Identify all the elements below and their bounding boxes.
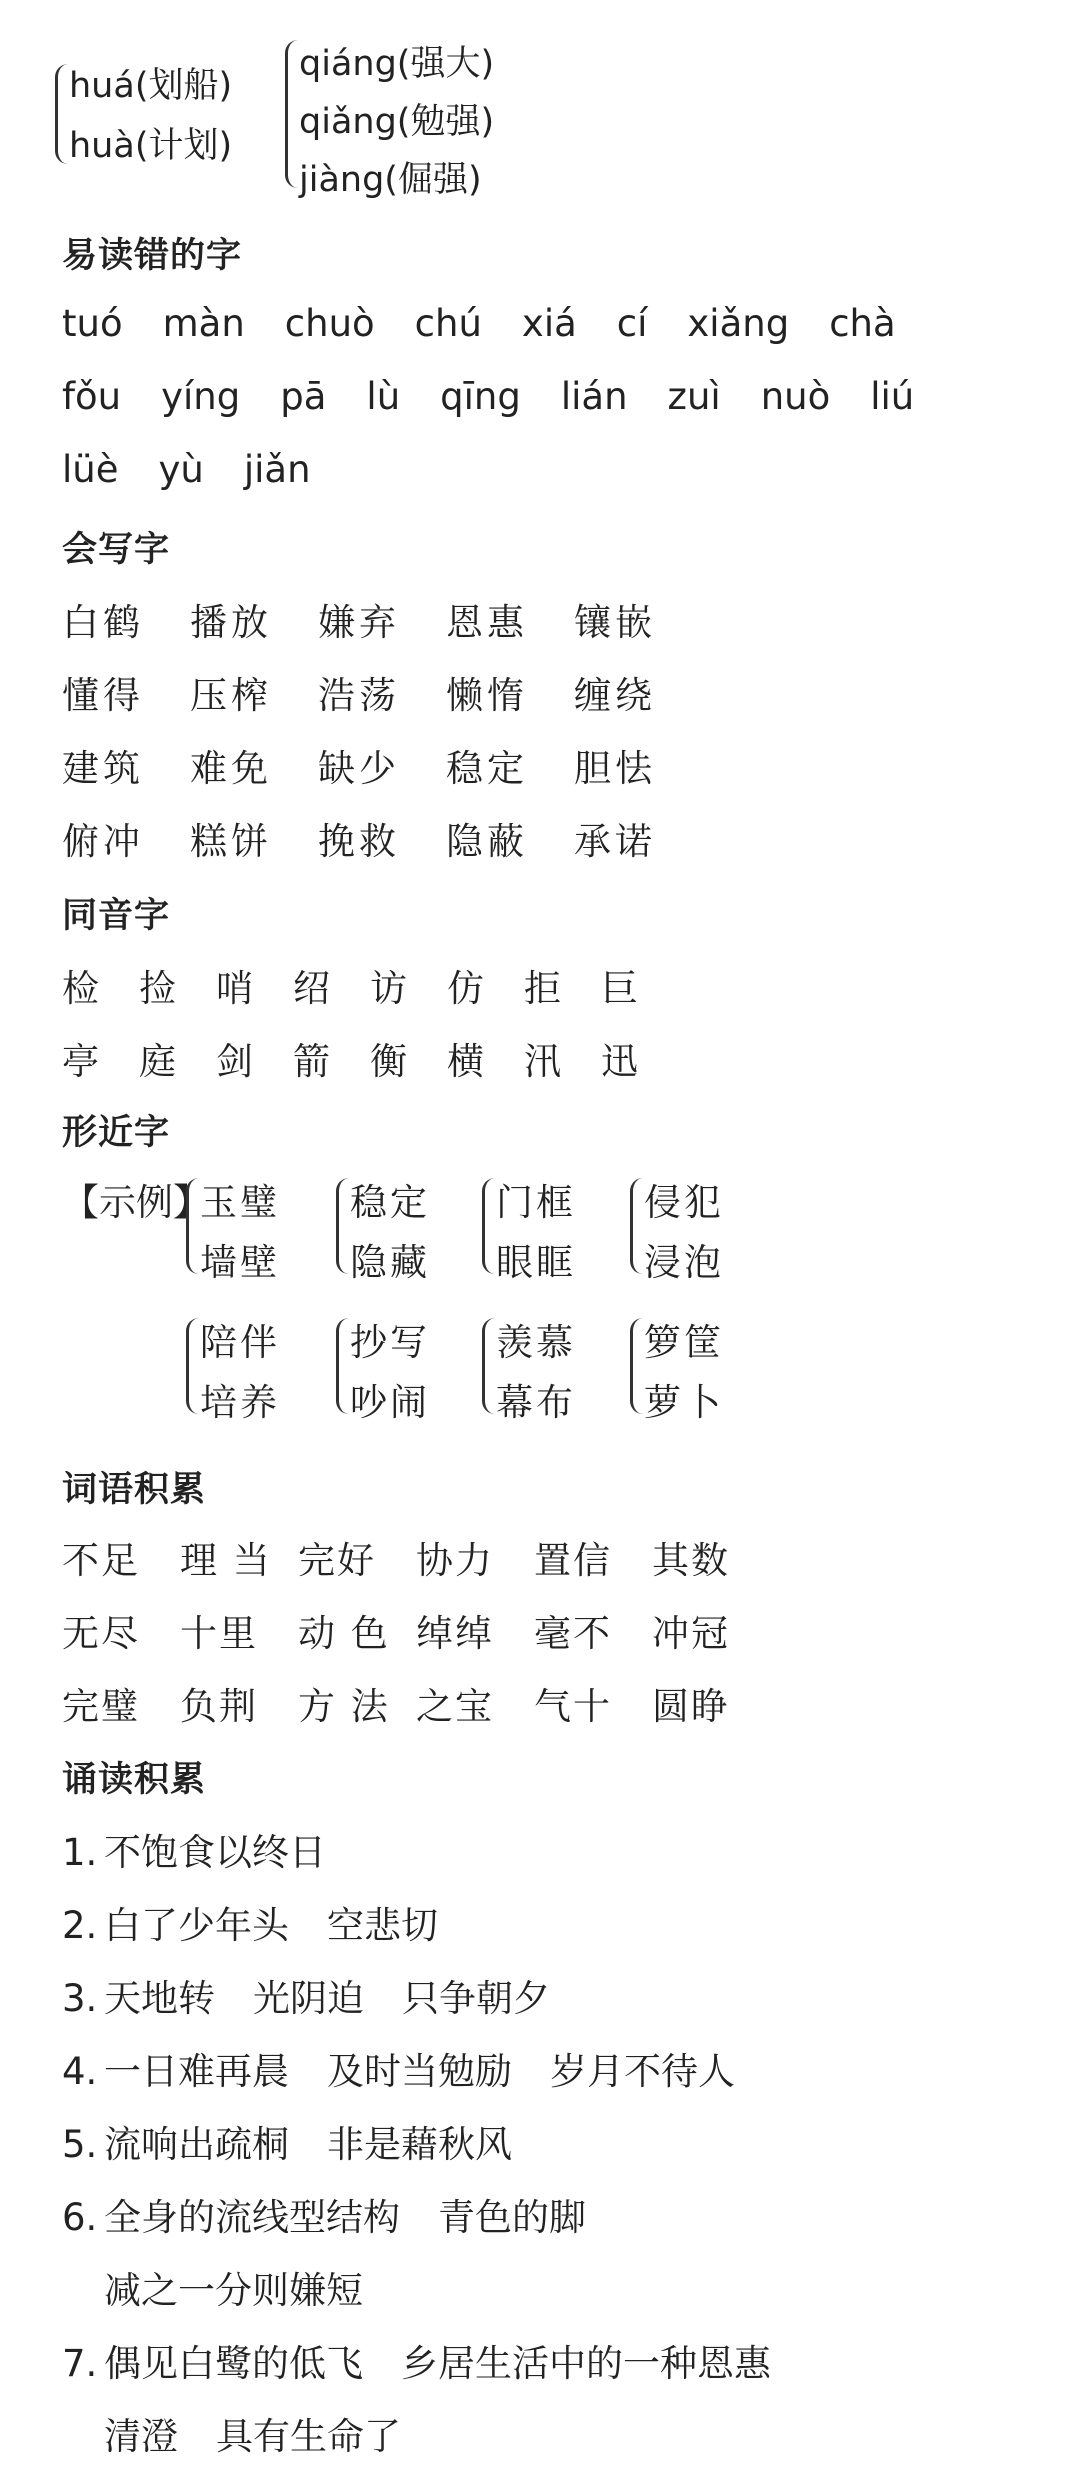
char-item: 亭 xyxy=(62,1040,99,1083)
idiom-item: 完好 xyxy=(298,1539,376,1582)
pair-word: 眼眶 xyxy=(496,1241,576,1284)
word-item: 糕饼 xyxy=(190,820,272,863)
pinyin-item: chà xyxy=(829,302,896,345)
pair-word: 隐藏 xyxy=(350,1241,430,1284)
recite-number: 1. xyxy=(62,1831,98,1874)
word-row xyxy=(62,811,702,865)
recite-text: 全身的流线型结构 xyxy=(104,2196,400,2239)
pair-word: 幕布 xyxy=(496,1381,576,1424)
recite-item xyxy=(62,1968,588,2022)
word-item: 缺少 xyxy=(318,747,400,790)
char-row xyxy=(62,958,678,1012)
recite-text: 青色的脚 xyxy=(438,2196,586,2239)
recite-text: 流响出疏桐 xyxy=(104,2123,289,2166)
pinyin-item: zuì xyxy=(667,375,721,418)
polyphone-line: huà(计划) xyxy=(69,126,233,166)
brace-icon xyxy=(482,1318,495,1414)
recite-text: 减之一分则嫌短 xyxy=(104,2269,363,2312)
idiom-item: 绰绰 xyxy=(416,1612,494,1655)
idiom-item: 方 法 xyxy=(298,1685,390,1728)
word-item: 俯冲 xyxy=(62,820,144,863)
pinyin-item: lù xyxy=(366,375,401,418)
char-item: 拒 xyxy=(524,967,561,1010)
char-item: 剑 xyxy=(216,1040,253,1083)
idiom-item: 完璧 xyxy=(62,1685,140,1728)
recite-text: 非是藉秋风 xyxy=(327,2123,512,2166)
pinyin-item: nuò xyxy=(760,375,831,418)
char-item: 巨 xyxy=(601,967,638,1010)
recite-text: 偶见白鹭的低飞 xyxy=(104,2342,363,2385)
word-item: 镶嵌 xyxy=(574,601,656,644)
pinyin-row xyxy=(62,375,954,418)
idiom-item: 毫不 xyxy=(534,1612,612,1655)
word-item: 恩惠 xyxy=(446,601,528,644)
word-item: 白鹤 xyxy=(62,601,144,644)
brace-icon xyxy=(186,1318,199,1414)
recite-number: 3. xyxy=(62,1977,98,2020)
idiom-item: 其数 xyxy=(652,1539,730,1582)
idiom-row xyxy=(62,1603,770,1657)
recite-text: 及时当勉励 xyxy=(327,2050,512,2093)
char-item: 衡 xyxy=(370,1040,407,1083)
char-item: 庭 xyxy=(139,1040,176,1083)
pair-word: 稳定 xyxy=(350,1181,430,1224)
pinyin-item: màn xyxy=(162,302,245,345)
brace-icon xyxy=(482,1178,495,1274)
word-item: 播放 xyxy=(190,601,272,644)
brace-icon xyxy=(285,40,298,188)
pinyin-item: yíng xyxy=(161,375,241,418)
pinyin-item: xiǎng xyxy=(687,302,790,345)
pair-word: 抄写 xyxy=(350,1321,430,1364)
section-title-songdu: 诵读积累 xyxy=(62,1760,207,1800)
polyphone-line: huá(划船) xyxy=(69,66,233,106)
recite-number: 6. xyxy=(62,2196,98,2239)
char-item: 横 xyxy=(447,1040,484,1083)
pinyin-item: liú xyxy=(870,375,915,418)
polyphone-line: qiǎng(勉强) xyxy=(299,102,495,142)
pinyin-row xyxy=(62,302,936,345)
word-row xyxy=(62,665,702,719)
brace-icon xyxy=(186,1178,199,1274)
recite-item xyxy=(62,2333,809,2387)
word-row xyxy=(62,592,702,646)
pair-word: 萝卜 xyxy=(644,1381,724,1424)
polyphone-line: qiáng(强大) xyxy=(299,44,495,84)
idiom-row xyxy=(62,1676,770,1730)
word-item: 承诺 xyxy=(574,820,656,863)
word-item: 缠绕 xyxy=(574,674,656,717)
word-row xyxy=(62,738,702,792)
word-item: 难免 xyxy=(190,747,272,790)
recite-item xyxy=(62,2041,773,2095)
idiom-item: 冲冠 xyxy=(652,1612,730,1655)
idiom-item: 置信 xyxy=(534,1539,612,1582)
recite-text: 只争朝夕 xyxy=(402,1977,550,2020)
recite-text: 具有生命了 xyxy=(216,2415,401,2458)
word-item: 稳定 xyxy=(446,747,528,790)
word-item: 隐蔽 xyxy=(446,820,528,863)
char-item: 访 xyxy=(370,967,407,1010)
pinyin-item: qīng xyxy=(440,375,521,418)
recite-text: 白了少年头 xyxy=(104,1904,289,1947)
section-title-huixie: 会写字 xyxy=(62,530,171,570)
idiom-item: 圆睁 xyxy=(652,1685,730,1728)
char-item: 箭 xyxy=(293,1040,330,1083)
recite-text: 一日难再晨 xyxy=(104,2050,289,2093)
pair-word: 玉璧 xyxy=(200,1181,280,1224)
word-item: 懂得 xyxy=(62,674,144,717)
pair-word: 浸泡 xyxy=(644,1241,724,1284)
polyphone-line: jiàng(倔强) xyxy=(299,160,482,200)
brace-icon xyxy=(630,1318,643,1414)
section-title-yidu: 易读错的字 xyxy=(62,236,243,276)
brace-icon xyxy=(55,64,68,164)
pinyin-item: lián xyxy=(560,375,628,418)
pinyin-item: lüè xyxy=(62,448,119,491)
recite-text: 空悲切 xyxy=(327,1904,438,1947)
recite-item xyxy=(62,2187,624,2241)
section-title-tongyin: 同音字 xyxy=(62,896,171,936)
idiom-item: 气十 xyxy=(534,1685,612,1728)
recite-text: 不饱食以终日 xyxy=(104,1831,326,1874)
idiom-item: 动 色 xyxy=(298,1612,390,1655)
pinyin-row xyxy=(62,448,351,491)
char-item: 仿 xyxy=(447,967,484,1010)
recite-item xyxy=(62,1895,476,1949)
recite-number: 4. xyxy=(62,2050,98,2093)
word-item: 压榨 xyxy=(190,674,272,717)
char-item: 捡 xyxy=(139,967,176,1010)
char-item: 检 xyxy=(62,967,99,1010)
pinyin-item: yù xyxy=(158,448,204,491)
recite-text: 清澄 xyxy=(104,2415,178,2458)
word-item: 建筑 xyxy=(62,747,144,790)
pinyin-item: jiǎn xyxy=(243,448,311,491)
pair-word: 侵犯 xyxy=(644,1181,724,1224)
pair-word: 陪伴 xyxy=(200,1321,280,1364)
pair-word: 吵闹 xyxy=(350,1381,430,1424)
word-item: 胆怯 xyxy=(574,747,656,790)
pinyin-item: xiá xyxy=(521,302,577,345)
pair-word: 羡慕 xyxy=(496,1321,576,1364)
recite-item xyxy=(62,2260,401,2314)
idiom-item: 之宝 xyxy=(416,1685,494,1728)
pair-word: 门框 xyxy=(496,1181,576,1224)
pinyin-item: chuò xyxy=(284,302,375,345)
brace-icon xyxy=(336,1178,349,1274)
brace-icon xyxy=(336,1318,349,1414)
char-item: 绍 xyxy=(293,967,330,1010)
recite-text: 光阴迫 xyxy=(253,1977,364,2020)
recite-text: 岁月不待人 xyxy=(550,2050,735,2093)
section-title-ciyu: 词语积累 xyxy=(62,1470,207,1510)
recite-item xyxy=(62,1822,364,1876)
word-item: 嫌弃 xyxy=(318,601,400,644)
char-item: 哨 xyxy=(216,967,253,1010)
idiom-row xyxy=(62,1530,770,1584)
recite-item xyxy=(62,2406,439,2460)
recite-text: 乡居生活中的一种恩惠 xyxy=(401,2342,771,2385)
pinyin-item: fǒu xyxy=(62,375,122,418)
example-label: 【示例】 xyxy=(62,1181,210,1224)
recite-text: 天地转 xyxy=(104,1977,215,2020)
pinyin-item: pā xyxy=(280,375,327,418)
word-item: 挽救 xyxy=(318,820,400,863)
char-row xyxy=(62,1031,678,1085)
idiom-item: 无尽 xyxy=(62,1612,140,1655)
pinyin-item: tuó xyxy=(62,302,123,345)
recite-number: 2. xyxy=(62,1904,98,1947)
char-item: 汛 xyxy=(524,1040,561,1083)
idiom-item: 十里 xyxy=(180,1612,258,1655)
word-item: 浩荡 xyxy=(318,674,400,717)
pair-word: 培养 xyxy=(200,1381,280,1424)
brace-icon xyxy=(630,1178,643,1274)
pair-word: 箩筐 xyxy=(644,1321,724,1364)
idiom-item: 协力 xyxy=(416,1539,494,1582)
recite-number: 7. xyxy=(62,2342,98,2385)
word-item: 懒惰 xyxy=(446,674,528,717)
idiom-item: 负荆 xyxy=(180,1685,258,1728)
recite-number: 5. xyxy=(62,2123,98,2166)
pair-word: 墙壁 xyxy=(200,1241,280,1284)
idiom-item: 不足 xyxy=(62,1539,140,1582)
pinyin-item: cí xyxy=(616,302,648,345)
pinyin-item: chú xyxy=(414,302,482,345)
section-title-xingjin: 形近字 xyxy=(62,1113,171,1153)
idiom-item: 理 当 xyxy=(180,1539,272,1582)
recite-item xyxy=(62,2114,550,2168)
char-item: 迅 xyxy=(601,1040,638,1083)
